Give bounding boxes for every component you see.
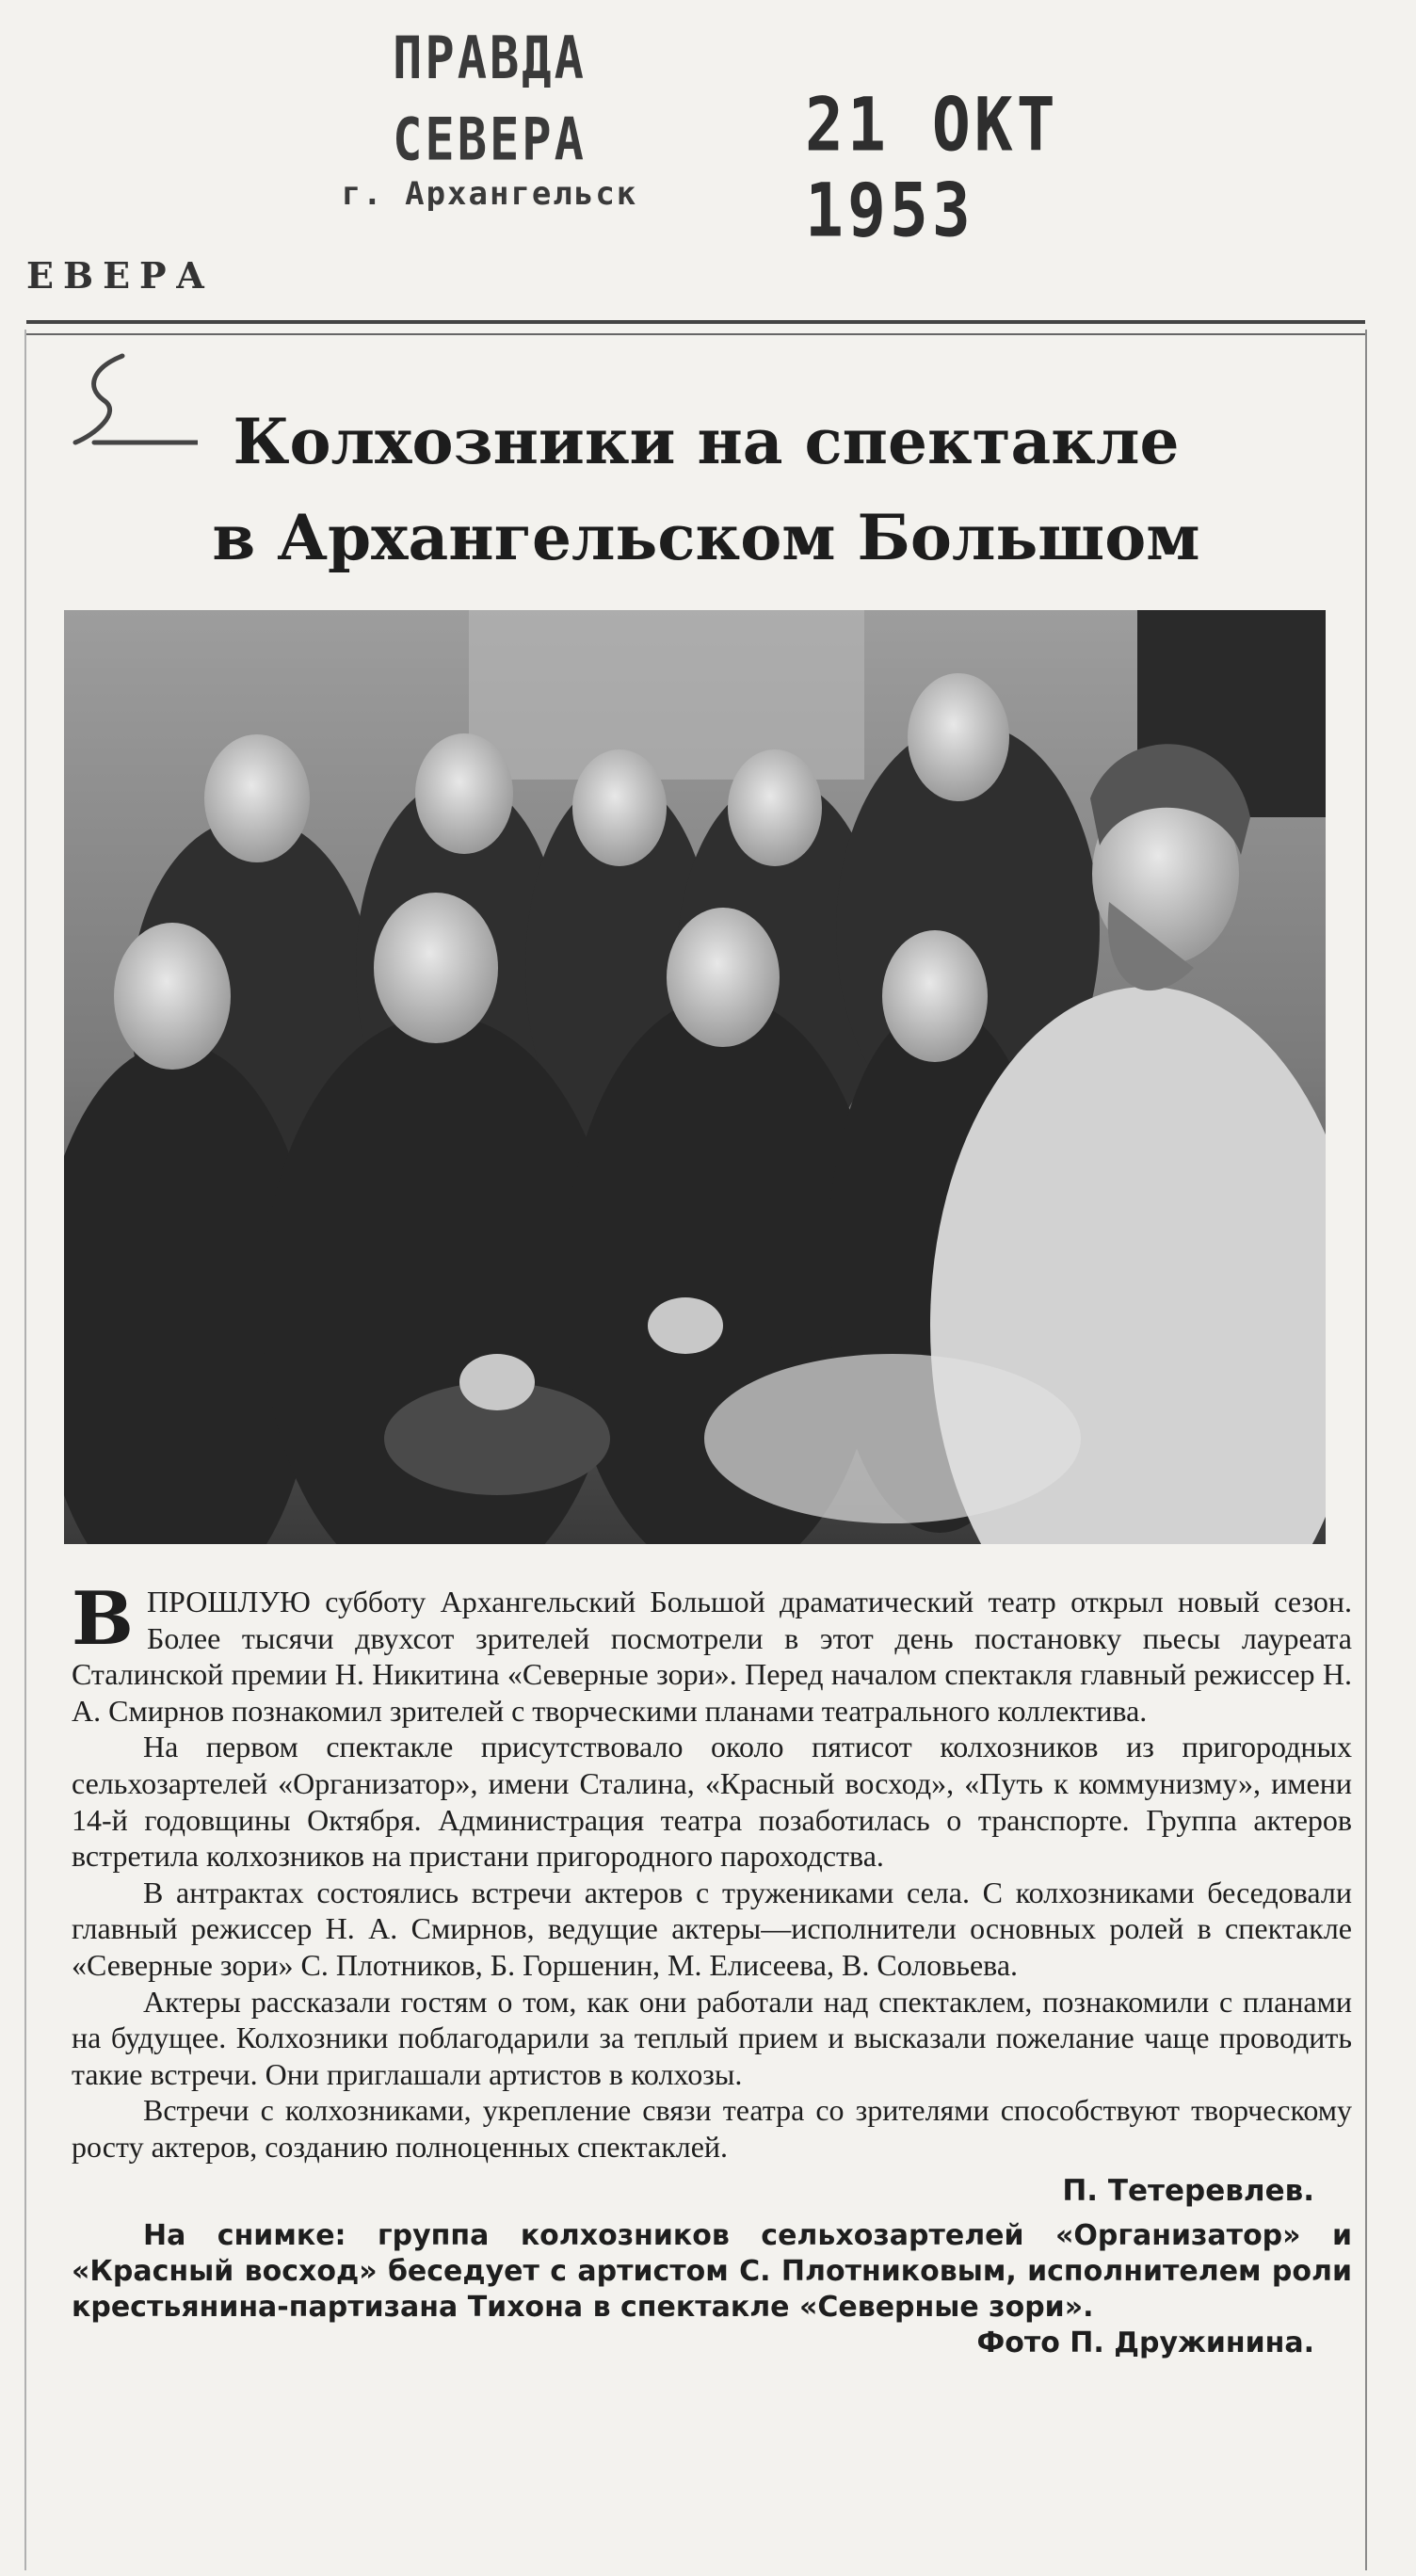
- photo-credit: Фото П. Дружинина.: [976, 2326, 1314, 2360]
- header-rule: [26, 320, 1365, 335]
- stamp-city: г. Архангельск: [341, 175, 638, 213]
- article-byline: П. Тетеревлев.: [1062, 2173, 1314, 2208]
- masthead-fragment: ЕВЕРА: [26, 254, 215, 297]
- archive-stamp: [311, 24, 668, 220]
- article-paragraph: Актеры рассказали гостям о том, как они работали над спектаклем, познакомили с планами на будущее. Колхозники поблагодарили за теплый прием и высказали пожелание чаще проводить такие встречи. Они приглашали артистов в колхозы.: [72, 1984, 1352, 2091]
- article-paragraph: [72, 1576, 1352, 1729]
- article-paragraph: В антрактах состоялись встречи актеров с тружениками села. С колхозниками беседовали главный режиссер Н. А. Смирнов, ведущие актеры—исполнители основных ролей в спектакле «Северные зори» С. Плотников, Б. Горшенин, М. Елисеева, В. Соловьева.: [72, 1875, 1352, 1982]
- article-paragraph: На первом спектакле присутствовало около пятисот колхозников из пригородных сельхозартелей «Организатор», имени Сталина, «Красный восход», «Путь к коммунизму», имени 14-й годовщины Октября. Администрация театра позаботилась о транспорте. Группа актеров встретила колхозников на пристани пригородного пароходства.: [72, 1730, 1352, 1874]
- photo-caption: [72, 2218, 1352, 2326]
- headline-line-1: Колхозники на спектакле: [233, 405, 1180, 478]
- stamp-newspaper-name: ПРАВДА СЕВЕРА: [393, 24, 587, 175]
- news-photo: [64, 610, 1326, 1544]
- right-column-rule: [1365, 330, 1367, 2570]
- article-body: [72, 1576, 1352, 2362]
- drop-cap: В: [72, 1576, 134, 1662]
- paragraph-text: ПРОШЛУЮ субботу Архангельский Большой драматический театр открыл новый сезон. Более тысячи двухсот зрителей посмотрели в этот день постановку пьесы лауреата Сталинской премии Н. Никитина «Северные зори». Перед началом спектакля главный режиссер Н. А. Смирнов познакомил зрителей с творческими планами театрального коллектива.: [72, 1585, 1352, 1728]
- left-column-rule: [24, 330, 26, 2570]
- article-paragraph: Встречи с колхозниками, укрепление связи театра со зрителями способствуют творческому росту актеров, созданию полноценных спектаклей.: [72, 2093, 1352, 2164]
- headline-line-2: в Архангельском Большом: [212, 501, 1200, 574]
- stamp-date: 21 ОКТ 1953: [805, 83, 1059, 254]
- caption-text: На снимке: группа колхозников сельхозартелей «Организатор» и «Красный восход» беседует с артистом С. Плотниковым, исполнителем роли крестьянина-партизана Тихона в спектакле «Северные зори».: [72, 2219, 1352, 2325]
